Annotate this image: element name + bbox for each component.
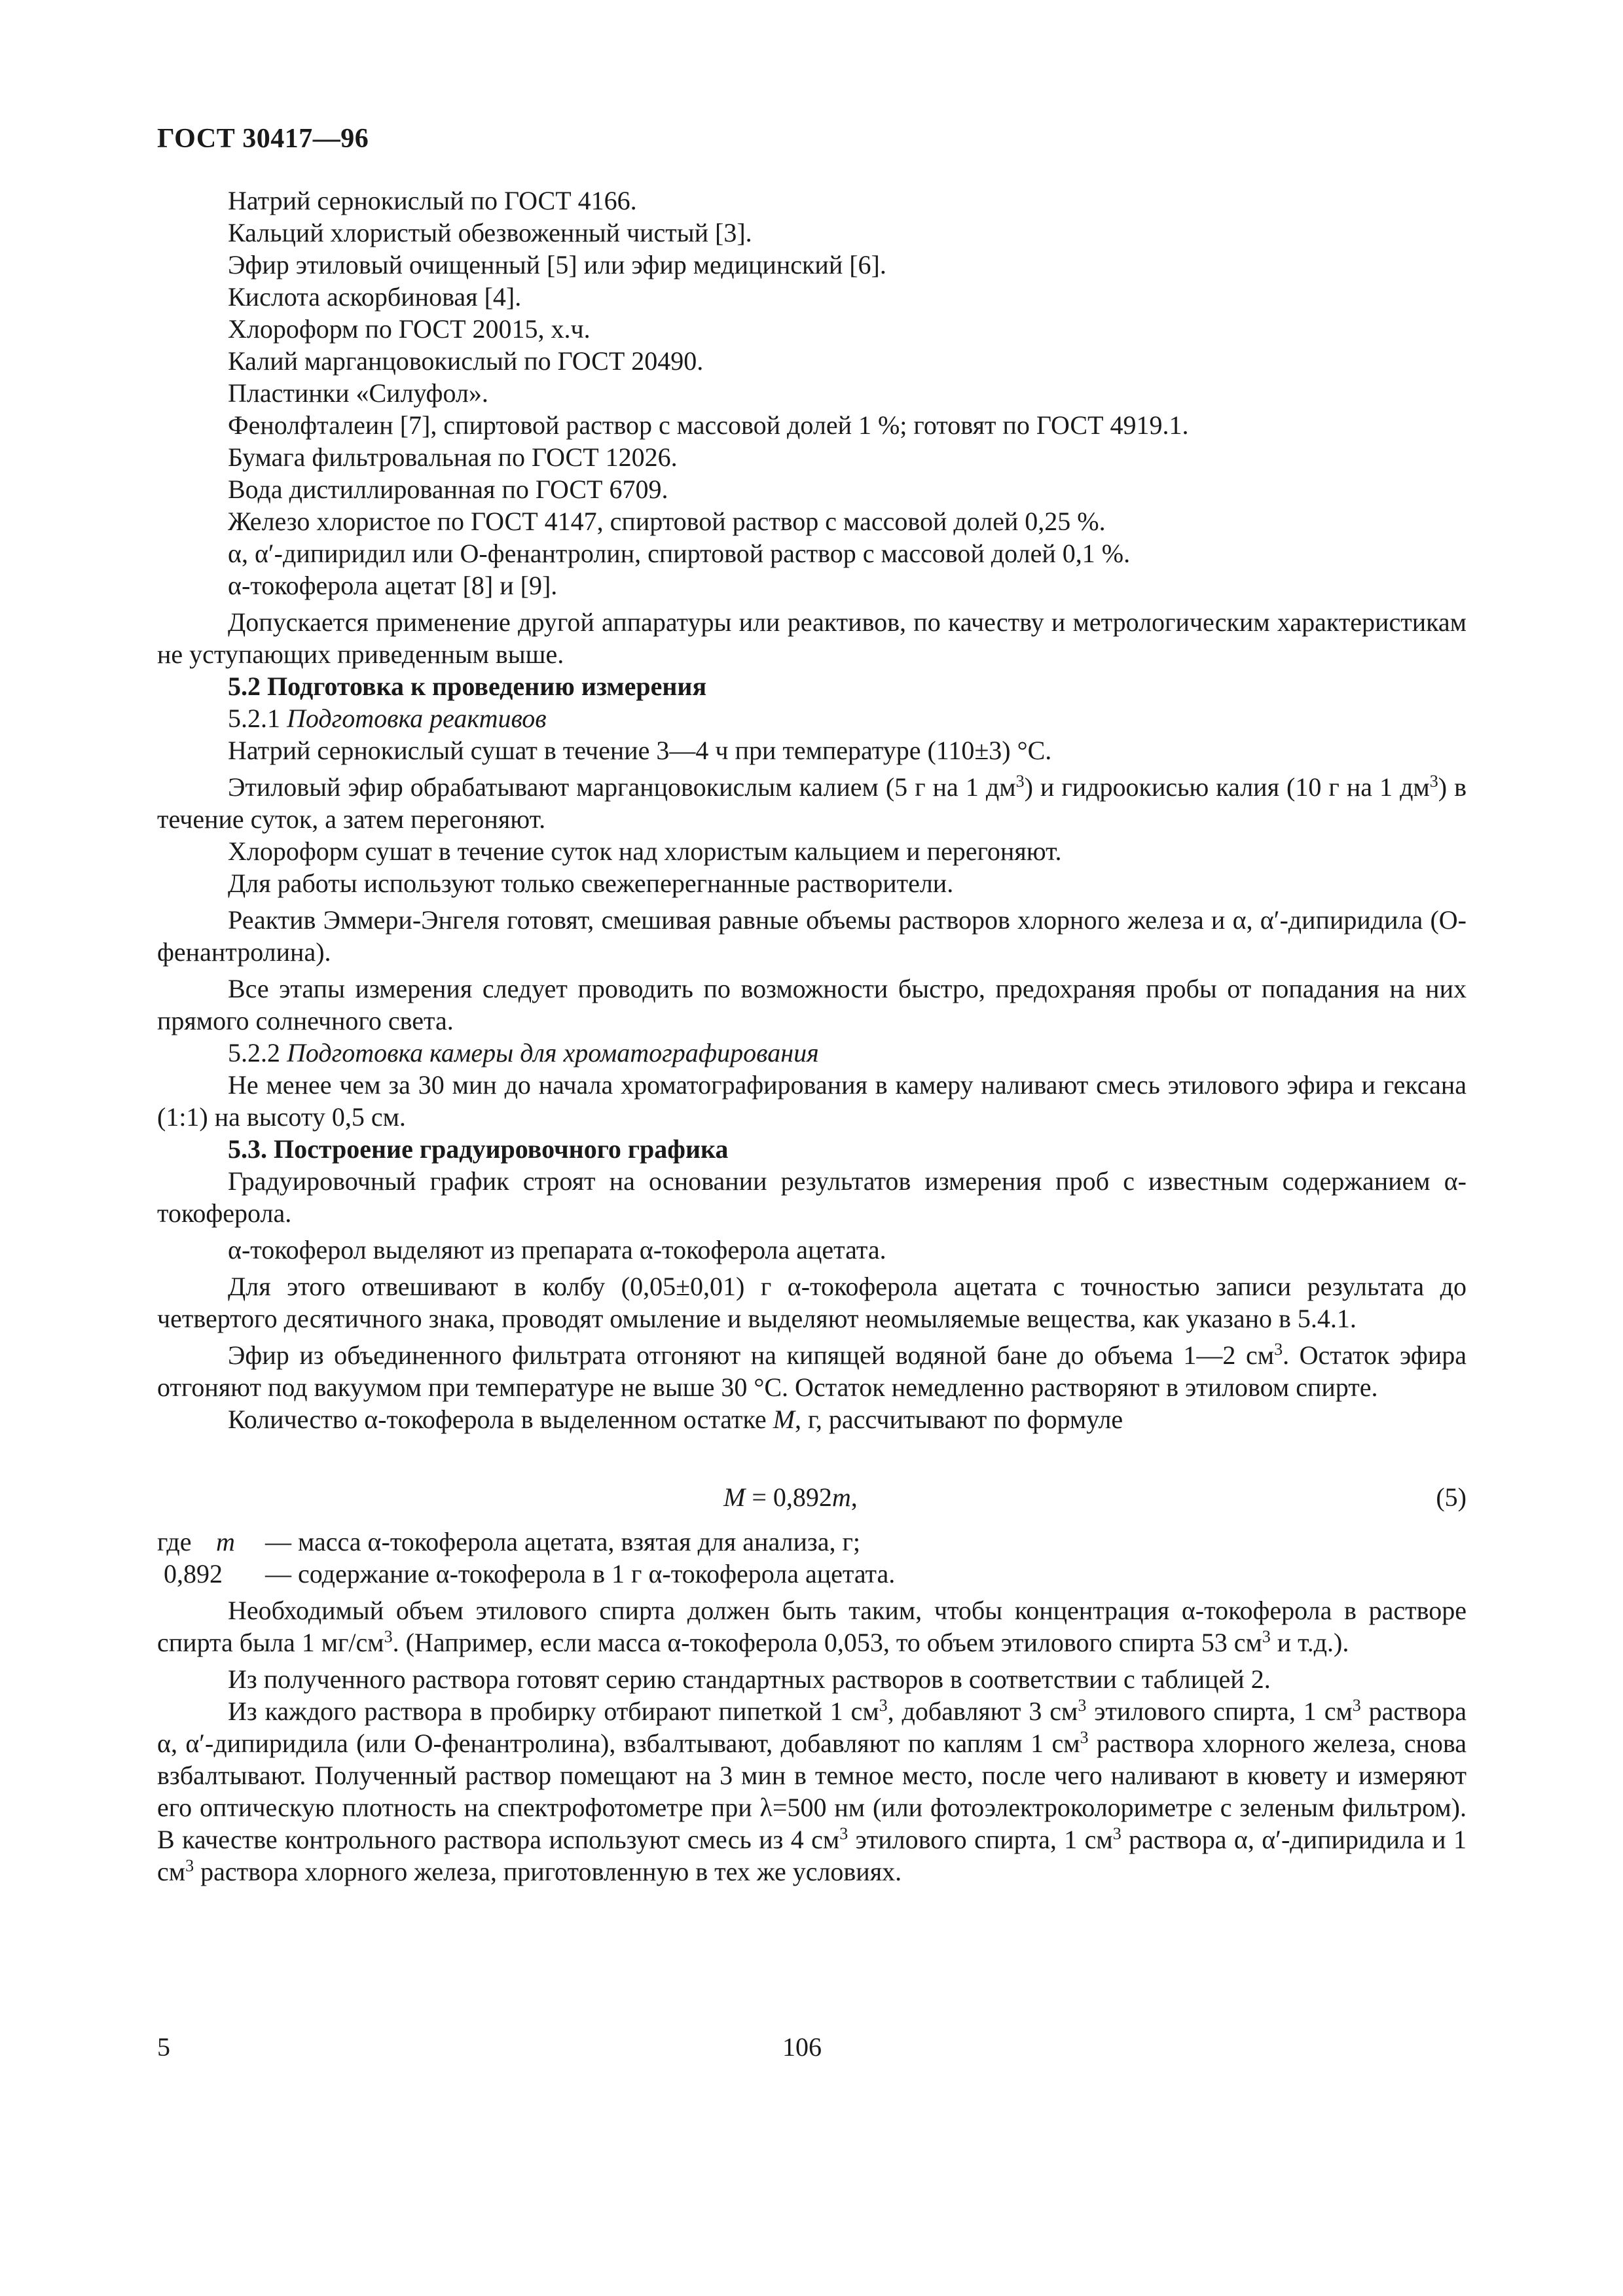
superscript: 3 xyxy=(1262,1627,1271,1646)
superscript: 3 xyxy=(1352,1696,1361,1715)
text-run: раствора хлорного железа, снова взбалтывают. Полученный раствор помещают на 3 мин в темное место, после чего наливают в кювету и измеряют его оптическую плотность на спектрофотометре при λ=500 нм (или фотоэлектроколориметре с зеленым фильтром). В качестве контрольного раствора используют смесь из 4 см xyxy=(157,1729,1467,1854)
superscript: 3 xyxy=(1015,772,1025,791)
text-run: раствора α, α′-дипиридила (или О-фенантролина), взбалтывают, добавляют по каплям 1 см xyxy=(157,1696,1467,1758)
text-run: Этиловый эфир обрабатывают марганцовокислым калием (5 г на 1 дм xyxy=(228,772,1016,802)
document-body xyxy=(157,185,1467,1888)
list-item: α-токоферола ацетат [8] и [9]. xyxy=(228,571,558,600)
materials-list xyxy=(157,185,1467,601)
paragraph xyxy=(157,1695,1467,1888)
list-item: Хлороформ по ГОСТ 20015, х.ч. xyxy=(228,314,591,344)
allowance-paragraph: Допускается применение другой аппаратуры или реактивов, по качеству и метрологическим характеристикам не уступающих приведенным выше. xyxy=(157,607,1467,669)
list-item: α, α′-дипиридил или О-фенантролин, спиртовой раствор с массовой долей 0,1 %. xyxy=(228,539,1131,568)
paragraph: Градуировочный график строят на основании результатов измерения проб с известным содержанием α-токоферола. xyxy=(157,1166,1467,1228)
list-item: Кальций хлористый обезвоженный чистый [3]. xyxy=(228,218,752,247)
superscript: 3 xyxy=(1274,1340,1283,1359)
footer-mark: 5 xyxy=(157,2032,170,2062)
text-run: , добавляют 3 см xyxy=(887,1696,1078,1726)
subsection-title: Подготовка реактивов xyxy=(287,704,547,733)
paragraph: Натрий сернокислый сушат в течение 3—4 ч при температуре (110±3) °С. xyxy=(228,736,1052,765)
superscript: 3 xyxy=(185,1856,194,1875)
symbol-M: М xyxy=(773,1405,795,1434)
superscript: 3 xyxy=(1429,772,1438,791)
paragraph: Хлороформ сушат в течение суток над хлористым кальцием и перегоняют. xyxy=(228,836,1062,866)
paragraph: Из полученного раствора готовят серию стандартных растворов в соответствии с таблицей 2. xyxy=(228,1664,1271,1694)
where-word: где xyxy=(157,1527,192,1556)
text-run: и т.д.). xyxy=(1270,1628,1349,1657)
paragraph xyxy=(157,771,1467,835)
formula-expression xyxy=(723,1481,858,1513)
text-run: этилового спирта, 1 см xyxy=(1086,1696,1353,1726)
paragraph: Не менее чем за 30 мин до начала хроматографирования в камеру наливают смесь этилового эфира и гексана (1:1) на высоту 0,5 см. xyxy=(157,1070,1467,1132)
list-item: Пластинки «Силуфол». xyxy=(228,378,488,408)
paragraph xyxy=(157,1339,1467,1403)
list-item: Натрий сернокислый по ГОСТ 4166. xyxy=(228,186,637,215)
text-run: Необходимый объем этилового спирта должен быть таким, чтобы концентрация α-токоферола в растворе спирта была 1 мг/см xyxy=(157,1596,1467,1657)
where-line xyxy=(157,1558,1467,1590)
text-run: ) и гидроокисью калия (10 г на 1 дм xyxy=(1024,772,1430,802)
where-description: — масса α-токоферола ацетата, взятая для анализа, г; xyxy=(265,1527,860,1556)
text-run: . Остаток эфира отгоняют под вакуумом при температуре не выше 30 °С. Остаток немедленно растворяют в этиловом спирте. xyxy=(157,1340,1467,1402)
section-5-2-title: 5.2 Подготовка к проведению измерения xyxy=(228,672,707,701)
paragraph: Для этого отвешивают в колбу (0,05±0,01) г α-токоферола ацетата с точностью записи результата до четвертого десятичного знака, проводят омыление и выделяют неомыляемые вещества, как указано в 5.4.1. xyxy=(157,1272,1467,1333)
text-run: этилового спирта, 1 см xyxy=(848,1825,1113,1854)
subsection-title: Подготовка камеры для хроматографирования xyxy=(287,1038,819,1067)
text-run: раствора α, α′-дипиридила и 1 см xyxy=(157,1825,1467,1886)
text-run: . (Например, если масса α-токоферола 0,053, то объем этилового спирта 53 см xyxy=(392,1628,1262,1657)
page-number: 106 xyxy=(782,2032,822,2062)
subsection-number: 5.2.2 xyxy=(228,1038,287,1067)
subsection-number: 5.2.1 xyxy=(228,704,287,733)
where-line xyxy=(157,1526,1467,1558)
superscript: 3 xyxy=(1078,1696,1087,1715)
subsection-5-2-1-heading xyxy=(157,702,1467,734)
list-item: Фенолфталеин [7], спиртовой раствор с массовой долей 1 %; готовят по ГОСТ 4919.1. xyxy=(228,410,1189,440)
list-item: Железо хлористое по ГОСТ 4147, спиртовой раствор с массовой долей 0,25 %. xyxy=(228,507,1106,536)
text-run: Эфир из объединенного фильтрата отгоняют на кипящей водяной бане до объема 1—2 см xyxy=(228,1340,1275,1370)
list-item: Эфир этиловый очищенный [5] или эфир медицинский [6]. xyxy=(228,250,886,279)
where-description: — содержание α-токоферола в 1 г α-токоферола ацетата. xyxy=(265,1559,896,1588)
paragraph: Все этапы измерения следует проводить по возможности быстро, предохраняя пробы от попадания на них прямого солнечного света. xyxy=(157,974,1467,1035)
superscript: 3 xyxy=(1080,1728,1089,1747)
subsection-5-2-2-heading xyxy=(157,1037,1467,1069)
standard-header: ГОСТ 30417—96 xyxy=(157,124,369,154)
paragraph: Реактив Эммери-Энгеля готовят, смешивая равные объемы растворов хлорного железа и α, α′-дипиридила (О-фенантролина). xyxy=(157,905,1467,967)
paragraph xyxy=(157,1403,1467,1435)
list-item: Бумага фильтровальная по ГОСТ 12026. xyxy=(228,442,678,472)
formula-punct: , xyxy=(850,1482,858,1512)
text-run: Количество α-токоферола в выделенном остатке xyxy=(228,1405,773,1434)
section-5-3-title: 5.3. Построение градуировочного графика xyxy=(228,1134,729,1164)
where-symbol: 0,892 xyxy=(164,1559,223,1588)
superscript: 3 xyxy=(384,1627,393,1646)
paragraph: Для работы используют только свежеперегнанные растворители. xyxy=(228,869,954,898)
text-run: ) в течение суток, а затем перегоняют. xyxy=(157,772,1467,834)
formula-rhs: = 0,892 xyxy=(745,1482,832,1512)
superscript: 3 xyxy=(839,1824,848,1843)
formula-5 xyxy=(157,1481,1467,1520)
formula-lhs: М xyxy=(723,1482,746,1512)
list-item: Калий марганцовокислый по ГОСТ 20490. xyxy=(228,346,704,376)
superscript: 3 xyxy=(879,1696,888,1715)
formula-number: (5) xyxy=(1436,1482,1467,1512)
paragraph: α-токоферол выделяют из препарата α-токоферола ацетата. xyxy=(228,1235,886,1265)
text-run: , г, рассчитывают по формуле xyxy=(795,1405,1123,1434)
paragraph xyxy=(157,1594,1467,1659)
superscript: 3 xyxy=(1112,1824,1122,1843)
list-item: Кислота аскорбиновая [4]. xyxy=(228,282,522,312)
text-run: раствора хлорного железа, приготовленную в тех же условиях. xyxy=(194,1857,902,1886)
text-run: Из каждого раствора в пробирку отбирают пипеткой 1 см xyxy=(228,1696,879,1726)
formula-variable: m xyxy=(831,1482,851,1512)
where-symbol: m xyxy=(216,1527,235,1556)
list-item: Вода дистиллированная по ГОСТ 6709. xyxy=(228,475,668,504)
